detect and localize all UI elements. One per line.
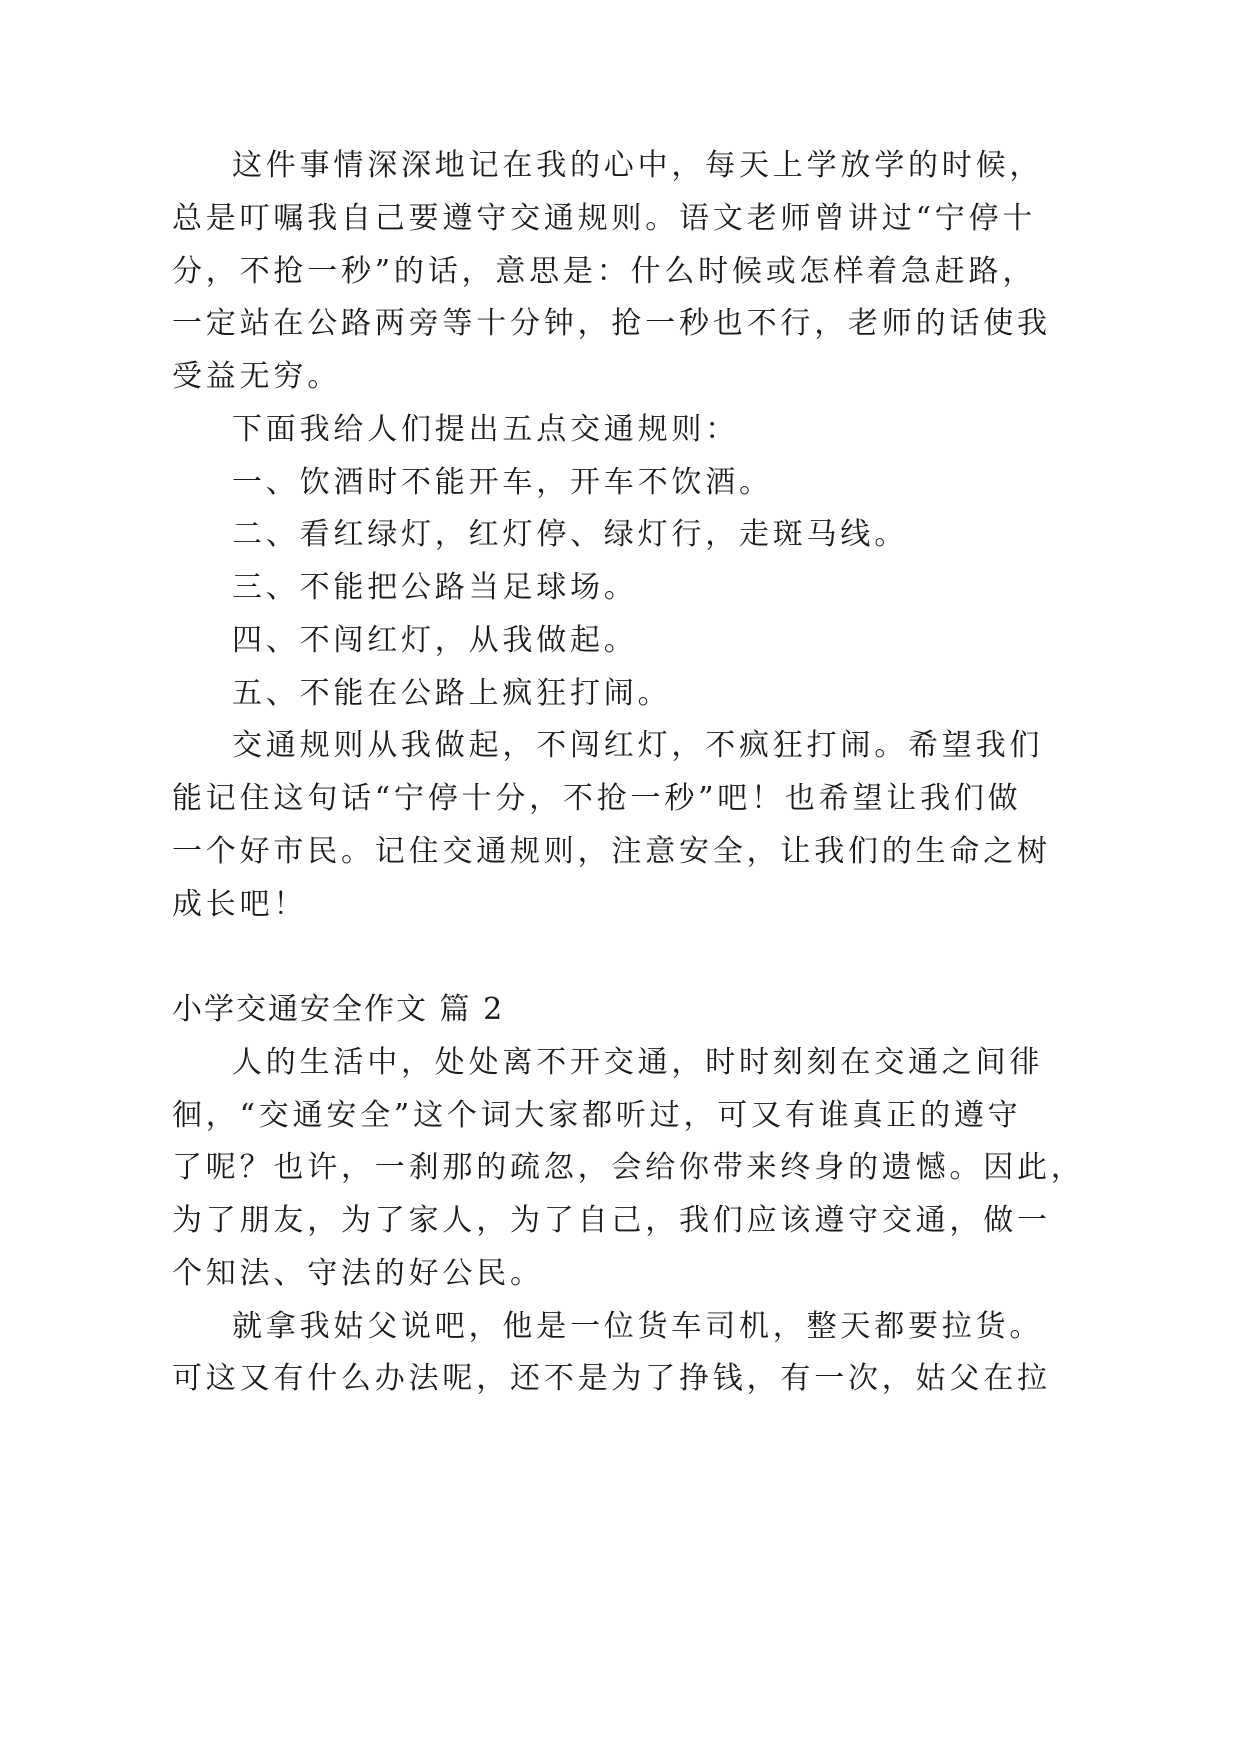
list-item: 一、饮酒时不能开车，开车不饮酒。 bbox=[232, 465, 773, 500]
paragraph-line: 成长吧！ bbox=[172, 887, 308, 922]
paragraph-line: 一定站在公路两旁等十分钟，抢一秒也不行，老师的话使我 bbox=[172, 306, 1051, 341]
paragraph-line: 徊，“交通安全”这个词大家都听过，可又有谁真正的遵守 bbox=[172, 1098, 1022, 1133]
paragraph-line: 分，不抢一秒”的话，意思是：什么时候或怎样着急赶路， bbox=[172, 254, 1037, 289]
paragraph-line: 就拿我姑父说吧，他是一位货车司机，整天都要拉货。 bbox=[232, 1309, 1044, 1344]
paragraph-line: 了呢？也许，一刹那的疏忽，会给你带来终身的遗憾。因此， bbox=[172, 1150, 1085, 1185]
paragraph-line: 这件事情深深地记在我的心中，每天上学放学的时候， bbox=[232, 148, 1044, 183]
paragraph-line: 交通规则从我做起，不闯红灯，不疯狂打闹。希望我们 bbox=[232, 728, 1044, 763]
paragraph-line: 受益无穷。 bbox=[172, 359, 341, 394]
paragraph-line: 为了朋友，为了家人，为了自己，我们应该遵守交通，做一 bbox=[172, 1203, 1051, 1238]
paragraph-line: 个知法、守法的好公民。 bbox=[172, 1256, 544, 1291]
paragraph-line: 可这又有什么办法呢，还不是为了挣钱，有一次，姑父在拉 bbox=[172, 1361, 1051, 1396]
paragraph-line: 人的生活中，处处离不开交通，时时刻刻在交通之间徘 bbox=[232, 1045, 1044, 1080]
paragraph-line: 总是叮嘱我自己要遵守交通规则。语文老师曾讲过“宁停十 bbox=[172, 201, 1037, 236]
section-heading: 小学交通安全作文 篇 2 bbox=[172, 992, 505, 1027]
list-item: 四、不闯红灯，从我做起。 bbox=[232, 623, 638, 658]
paragraph-line: 一个好市民。记住交通规则，注意安全，让我们的生命之树 bbox=[172, 834, 1051, 869]
list-item: 二、看红绿灯，红灯停、绿灯行，走斑马线。 bbox=[232, 517, 908, 552]
list-item: 五、不能在公路上疯狂打闹。 bbox=[232, 676, 672, 711]
list-item: 三、不能把公路当足球场。 bbox=[232, 570, 638, 605]
paragraph-line: 能记住这句话“宁停十分，不抢一秒”吧！也希望让我们做 bbox=[172, 781, 1022, 816]
paragraph-line: 下面我给人们提出五点交通规则： bbox=[232, 412, 739, 447]
